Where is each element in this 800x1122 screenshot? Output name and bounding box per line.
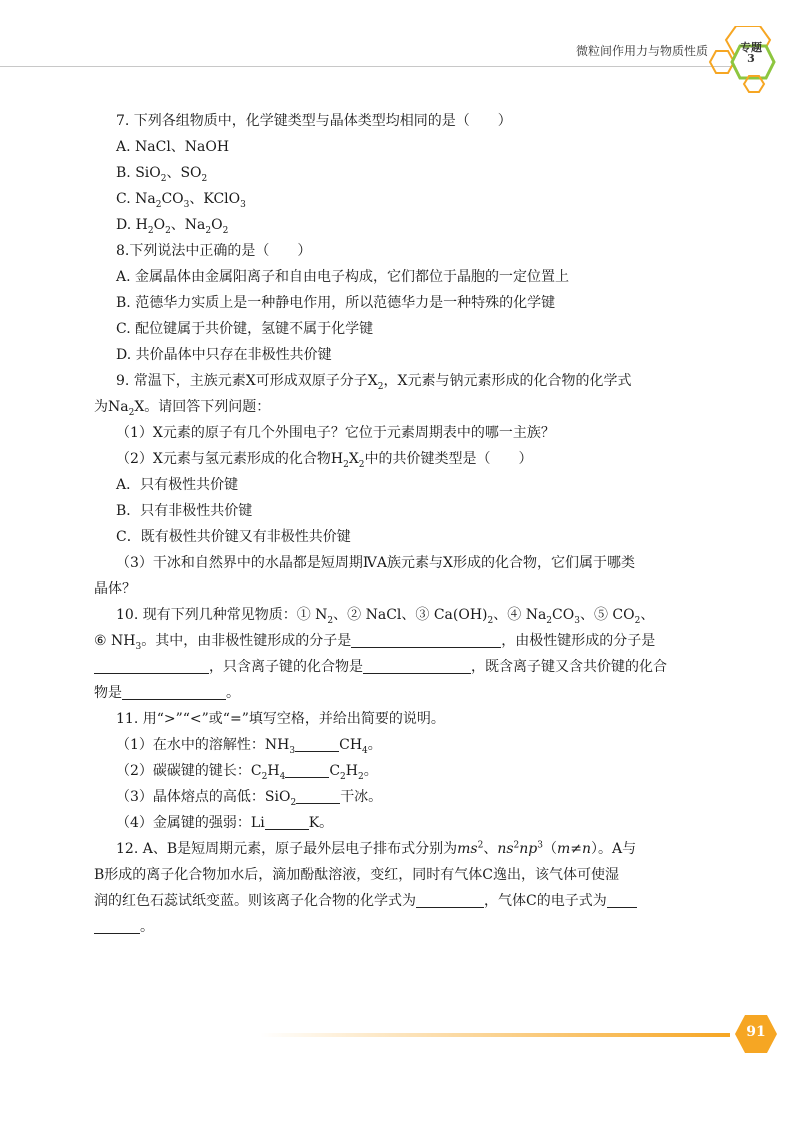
- answer-blank[interactable]: [351, 631, 501, 648]
- q10-line4: 物是 。: [94, 685, 240, 701]
- page-number: 91: [746, 1024, 766, 1040]
- answer-blank[interactable]: [607, 891, 637, 908]
- q9-sub3-line1: （3）干冰和自然界中的水晶都是短周期ⅣA族元素与X形成的化合物，它们属于哪类: [116, 555, 635, 571]
- chapter-badge-number: 3: [747, 52, 755, 65]
- q11-sub2: （2）碳碳键的键长：$C_2H_4$ $C_2H_2$。: [116, 763, 378, 782]
- question-content: [94, 108, 720, 940]
- q9-sub3-line2: 晶体？: [94, 581, 136, 597]
- q7-stem: 7. 下列各组物质中，化学键类型与晶体类型均相同的是（ ）: [116, 113, 512, 129]
- footer-rule: [260, 1033, 730, 1037]
- chapter-badge-label: 专题: [740, 41, 762, 54]
- q12-line2: B形成的离子化合物加水后，滴加酚酞溶液，变红，同时有气体C逸出，该气体可使湿: [94, 867, 619, 883]
- q8-option-c: C. 配位键属于共价键，氢键不属于化学键: [116, 321, 374, 337]
- q9-option-a: A．只有极性共价键: [116, 477, 239, 493]
- q10-line1: 10. 现有下列几种常见物质：① $N_2$、② NaCl、③ $Ca(OH)_2$、④ $Na_2CO_3$、⑤ $CO_2$、: [116, 607, 655, 626]
- answer-blank[interactable]: [416, 891, 484, 908]
- chapter-badge: [736, 42, 766, 64]
- q8-stem: 8.下列说法中正确的是（ ）: [116, 243, 312, 259]
- header-rule: [0, 66, 740, 67]
- q9-stem-line1: 9. 常温下，主族元素X可形成双原子分子$X_2$，X元素与钠元素形成的化合物的化学式: [116, 373, 632, 392]
- q9-stem-line2: 为$Na_2X$。请回答下列问题：: [94, 399, 271, 418]
- q8-option-b: B. 范德华力实质上是一种静电作用，所以范德华力是一种特殊的化学键: [116, 295, 556, 311]
- answer-blank[interactable]: [94, 917, 140, 934]
- q11-sub3: （3）晶体熔点的高低：SiO$_2$ 干冰。: [116, 789, 383, 808]
- q12-line4: 。: [94, 914, 720, 940]
- q11-stem: 11. 用“>”“<”或“=”填写空格，并给出简要的说明。: [116, 711, 445, 727]
- q10-line3: ，只含离子键的化合物是 ，既含离子键又含共价键的化合: [94, 654, 720, 680]
- q9-option-b: B．只有非极性共价键: [116, 503, 253, 519]
- q12-line1: 12. A、B是短周期元素，原子最外层电子排布式分别为$ms^2$、$ns^2np^3(m\ne n)$。A与: [116, 840, 637, 857]
- q8-option-d: D. 共价晶体中只存在非极性共价键: [116, 347, 332, 363]
- q11-sub1: （1）在水中的溶解性：$NH_3$ $CH_4$。: [116, 737, 382, 756]
- q11-sub4: （4）金属键的强弱：Li K。: [116, 815, 334, 831]
- q12-line3: 润的红色石蕊试纸变蓝。则该离子化合物的化学式为 ，气体C的电子式为: [94, 888, 720, 914]
- answer-blank[interactable]: [94, 657, 209, 674]
- q9-sub1: （1）X元素的原子有几个外围电子？它位于元素周期表中的哪一主族？: [116, 425, 555, 441]
- q9-option-c: C．既有极性共价键又有非极性共价键: [116, 529, 351, 545]
- answer-blank[interactable]: [122, 683, 226, 700]
- q7-option-c: C. $Na_2CO_3$、KClO$_3$: [116, 191, 246, 210]
- q7-option-d: D. $H_2O_2$、$Na_2O_2$: [116, 217, 229, 236]
- answer-blank[interactable]: [265, 813, 309, 830]
- q9-sub2: （2）X元素与氢元素形成的化合物$H_2X_2$中的共价键类型是（ ）: [116, 451, 533, 470]
- q8-option-a: A. 金属晶体由金属阳离子和自由电子构成，它们都位于晶胞的一定位置上: [116, 269, 570, 285]
- chapter-title: 微粒间作用力与物质性质: [575, 44, 708, 58]
- q7-option-a: A. NaCl、NaOH: [116, 139, 230, 155]
- q10-line2: ⑥ $NH_3$。其中，由非极性键形成的分子是 ，由极性键形成的分子是: [94, 633, 656, 652]
- answer-blank[interactable]: [295, 735, 339, 752]
- answer-blank[interactable]: [285, 761, 329, 778]
- answer-blank[interactable]: [296, 787, 340, 804]
- q7-option-b: B. SiO$_2$、$SO_2$: [116, 165, 208, 184]
- answer-blank[interactable]: [363, 657, 471, 674]
